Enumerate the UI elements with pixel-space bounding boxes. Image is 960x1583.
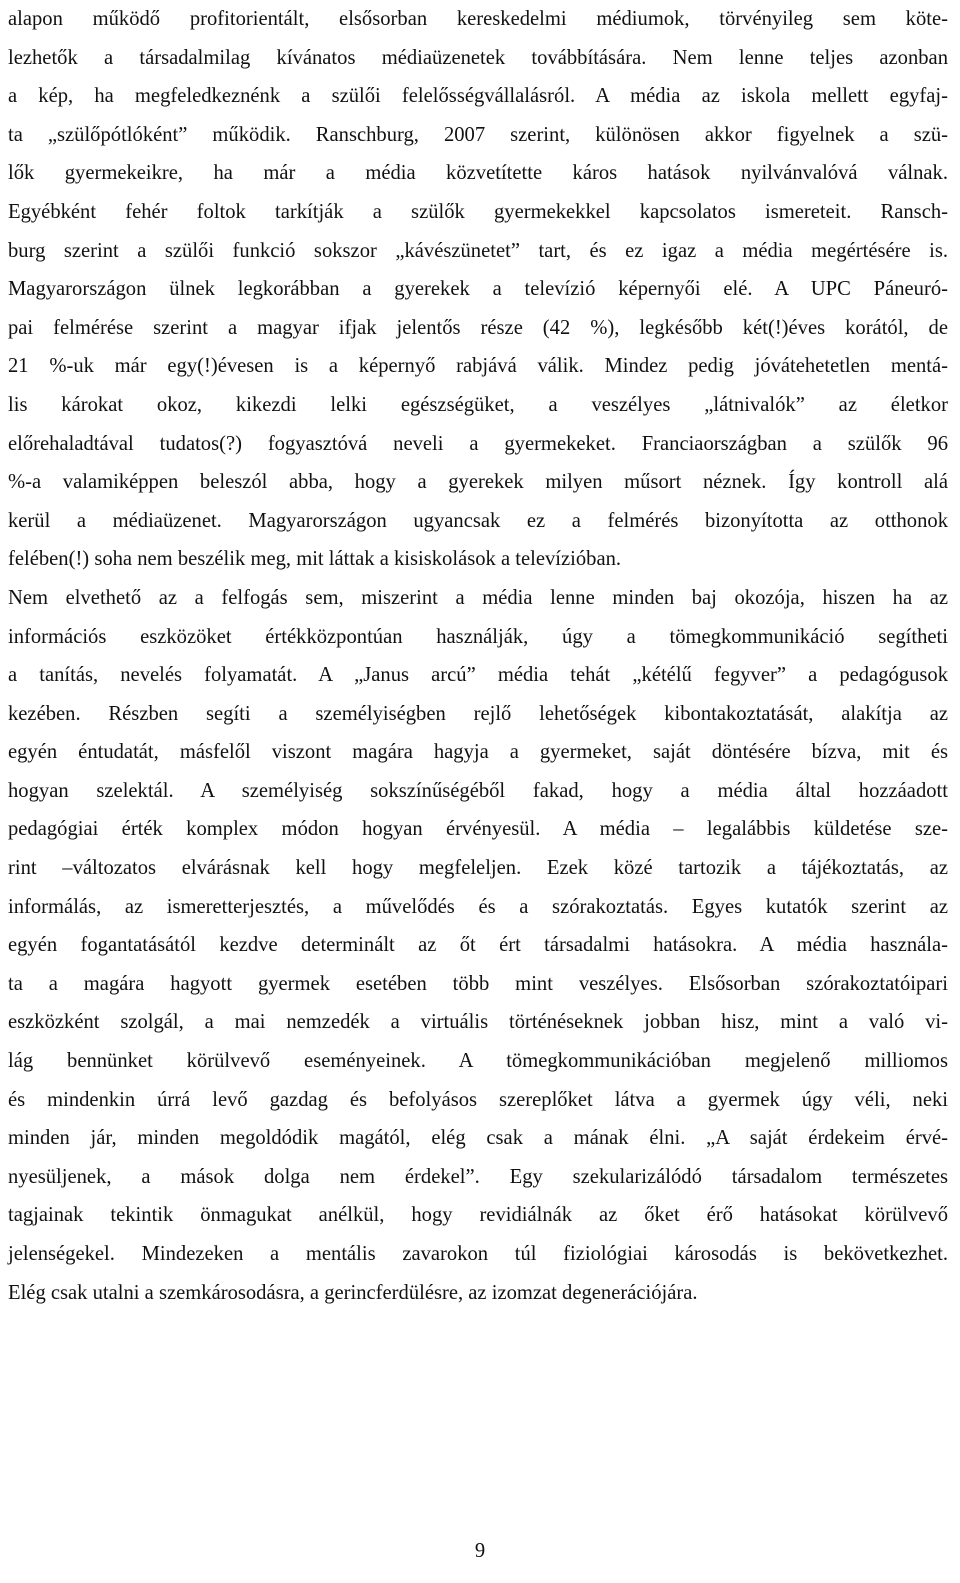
text-line: %-a valamiképpen beleszól abba, hogy a gyerekek milyen műsort néznek. Így kontroll alá [8,471,948,494]
document-body [8,0,948,1312]
text-line: 21 %-uk már egy(!)évesen is a képernyő rabjává válik. Mindez pedig jóvátehetetlen mentá- [8,355,948,378]
text-line: felében(!) soha nem beszélik meg, mit láttak a kisiskolások a televízióban. [8,548,622,571]
text-line: egyén éntudatát, másfelől viszont magára hagyja a gyermeket, saját döntésére bízva, mit és [8,741,948,764]
page-number: 9 [474,1540,486,1562]
text-line: tagjainak tekintik önmagukat anélkül, hogy revidiálnák az őket érő hatásokat körülvevő [8,1204,948,1227]
text-line: Egyébként fehér foltok tarkítják a szülők gyermekekkel kapcsolatos ismereteit. Ransch- [8,200,948,223]
text-line: burg szerint a szülői funkció sokszor „kávészünetet” tart, és ez igaz a média megértésére is. [8,239,948,262]
text-line: lág bennünket körülvevő eseményeinek. A tömegkommunikációban megjelenő milliomos [8,1050,948,1073]
text-line: kerül a médiaüzenet. Magyarországon ugyancsak ez a felmérés bizonyította az otthonok [8,509,948,532]
paragraph-1 [8,0,948,579]
text-line: lis károkat okoz, kikezdi lelki egészségüket, a veszélyes „látnivalók” az életkor [8,393,948,416]
text-line: ta „szülőpótlóként” működik. Ranschburg, 2007 szerint, különösen akkor figyelnek a szü- [8,123,948,146]
text-line: alapon működő profitorientált, elsősorban kereskedelmi médiumok, törvényileg sem köte- [8,8,948,30]
text-line: pai felmérése szerint a magyar ifjak jelentős része (42 %), legkésőbb két(!)éves korától, de [8,316,948,339]
text-line: egyén fogantatásától kezdve determinált az őt ért társadalmi hatásokra. A média használa- [8,934,948,957]
text-line: és mindenkin úrrá levő gazdag és befolyásos szereplőket látva a gyermek úgy véli, neki [8,1088,948,1111]
text-line: minden jár, minden megoldódik magától, elég csak a mának élni. „A saját érdekeim érvé- [8,1127,948,1150]
text-line: Elég csak utalni a szemkárosodásra, a gerincferdülésre, az izomzat degenerációjára. [8,1281,698,1304]
text-line: Nem elvethető az a felfogás sem, miszerint a média lenne minden baj okozója, hiszen ha az [8,586,948,609]
text-line: rint –változatos elvárásnak kell hogy megfeleljen. Ezek közé tartozik a tájékoztatás, az [8,857,948,880]
text-line: nyesüljenek, a mások dolga nem érdekel”. Egy szekularizálódó társadalom természetes [8,1165,948,1188]
text-line: kezében. Részben segíti a személyiségben rejlő lehetőségek kibontakoztatását, alakítja az [8,702,948,725]
text-line: információs eszközöket értékközpontúan használják, úgy a tömegkommunikáció segítheti [8,625,948,648]
text-line: pedagógiai érték komplex módon hogyan érvényesül. A média – legalábbis küldetése sze- [8,818,948,841]
text-line: lezhetők a társadalmilag kívánatos médiaüzenetek továbbítására. Nem lenne teljes azonban [8,46,948,69]
text-line: a tanítás, nevelés folyamatát. A „Janus arcú” média tehát „kétélű fegyver” a pedagógusok [8,664,948,687]
text-line: jelenségekel. Mindezeken a mentális zavarokon túl fiziológiai károsodás is bekövetkezhet. [8,1243,948,1265]
text-line: előrehaladtával tudatos(?) fogyasztóvá neveli a gyermekeket. Franciaországban a szülők 96 [8,432,948,455]
text-line: eszközként szolgál, a mai nemzedék a virtuális történéseknek jobban hisz, mint a való vi- [8,1011,948,1034]
text-line: informálás, az ismeretterjesztés, a művelődés és a szórakoztatás. Egyes kutatók szerint az [8,895,948,918]
text-line: hogyan szelektál. A személyiség sokszínűségéből fakad, hogy a média által hozzáadott [8,779,948,802]
text-line: Magyarországon ülnek legkorábban a gyerekek a televízió képernyői elé. A UPC Páneuró- [8,278,948,301]
paragraph-2 [8,579,948,1312]
text-line: a kép, ha megfeledkeznénk a szülői felelősségvállalásról. A média az iskola mellett egyfaj- [8,85,948,108]
text-line: lők gyermekeikre, ha már a média közvetítette káros hatások nyilvánvalóvá válnak. [8,162,948,185]
text-line: ta a magára hagyott gyermek esetében több mint veszélyes. Elsősorban szórakoztatóipari [8,972,948,995]
